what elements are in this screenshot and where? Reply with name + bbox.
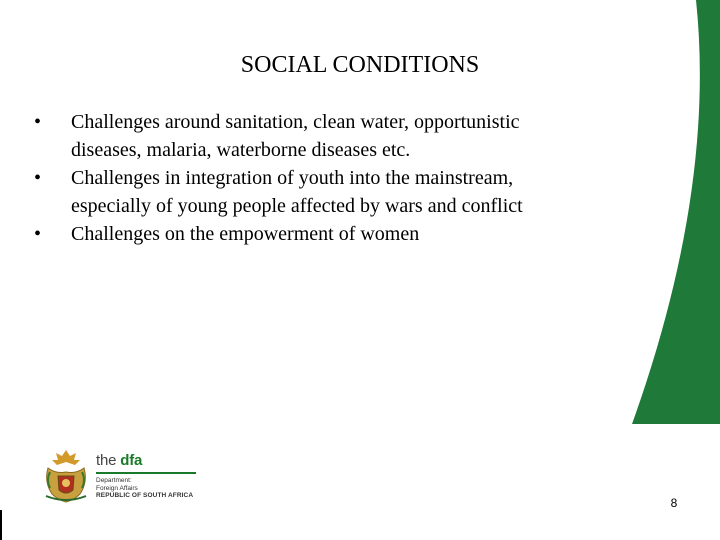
bullet-marker: • <box>34 167 42 189</box>
logo-text-block <box>96 452 200 500</box>
bullet-text-line: especially of young people affected by wars and conflict <box>71 195 523 217</box>
bullet-marker: • <box>34 223 42 245</box>
bullet-item <box>34 164 634 220</box>
bullet-text-line: diseases, malaria, waterborne diseases etc. <box>71 139 411 161</box>
bullet-item <box>34 108 634 164</box>
left-edge-mark <box>0 510 2 540</box>
page-number: 8 <box>670 496 678 510</box>
logo-brand-the: the <box>96 452 121 469</box>
slide-title: SOCIAL CONDITIONS <box>240 52 480 78</box>
coat-of-arms-icon <box>40 446 92 504</box>
logo-divider <box>96 472 196 474</box>
logo-ministry-line: Foreign Affairs <box>96 484 138 492</box>
bullet-marker: • <box>34 111 42 133</box>
logo-department-line: Department: <box>96 477 132 484</box>
logo-brand <box>96 452 200 470</box>
dfa-logo <box>40 446 200 506</box>
logo-brand-dfa: dfa <box>120 452 143 469</box>
bullet-item <box>34 220 634 248</box>
logo-country-line: REPUBLIC OF SOUTH AFRICA <box>96 492 194 499</box>
bullet-list <box>34 108 634 248</box>
bullet-text-line: Challenges around sanitation, clean water, opportunistic <box>71 111 520 133</box>
bullet-text-line: Challenges on the empowerment of women <box>71 223 420 245</box>
bullet-text-line: Challenges in integration of youth into the mainstream, <box>71 167 514 189</box>
